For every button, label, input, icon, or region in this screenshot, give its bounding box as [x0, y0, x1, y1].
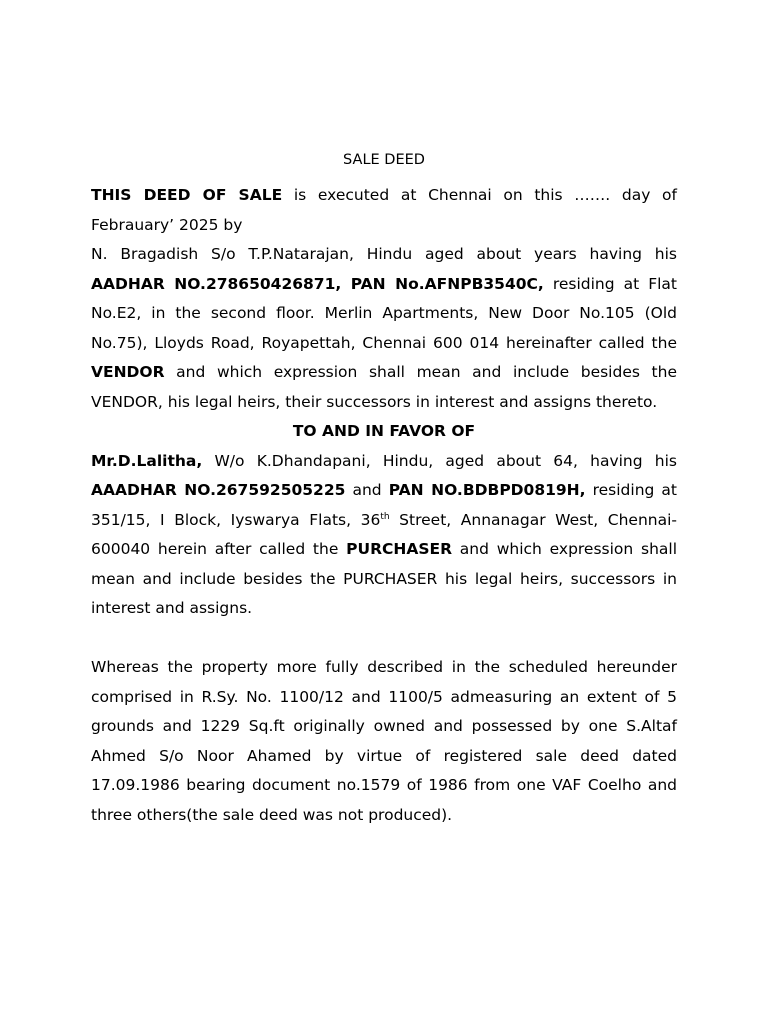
vendor-address-text: residing at Flat No.E2, in the second floor. Merlin Apartments, New Door No.105 (Old No.75), Lloyds Road, Royapettah, Chennai 600 014 hereinafter called the: [91, 274, 677, 352]
purchaser-address-text: residing at 351/15, I Block, Iyswarya Flats, 36: [91, 481, 677, 529]
paragraph-spacer: [91, 624, 677, 654]
ordinal-suffix: th: [380, 511, 390, 522]
vendor-label: VENDOR: [91, 363, 165, 381]
purchaser-address-text-cont: Street, Annanagar West, Chennai-600040 herein after called the: [91, 510, 677, 558]
purchaser-label: PURCHASER: [346, 540, 453, 558]
purchaser-definition-text: and which expression shall mean and include besides the PURCHASER his legal heirs, successors in interest and assigns.: [91, 540, 677, 617]
document-body: [91, 181, 677, 830]
vendor-intro-text: N. Bragadish S/o T.P.Natarajan, Hindu aged about years having his: [91, 245, 677, 263]
vendor-definition-text: and which expression shall mean and include besides the VENDOR, his legal heirs, their successors in interest and assigns thereto.: [91, 363, 677, 411]
deed-of-sale-label: THIS DEED OF SALE: [91, 186, 283, 204]
purchaser-pan: PAN NO.BDBPD0819H,: [388, 481, 586, 499]
paragraph-whereas: Whereas the property more fully described in the scheduled hereunder comprised in R.Sy. No. 1100/12 and 1100/5 admeasuring an extent of 5 grounds and 1229 Sq.ft originally owned and possessed by one S.Altaf Ahmed S/o Noor Ahamed by virtue of registered sale deed dated 17.09.1986 bearing document no.1579 of 1986 from one VAF Coelho and three others(the sale deed was not produced).: [91, 658, 677, 824]
deed-intro-text: is executed at Chennai on this ……. day of Febrauary’ 2025 by: [91, 186, 677, 234]
section-heading-favor: TO AND IN FAVOR OF: [292, 422, 476, 440]
vendor-id-numbers: AADHAR NO.278650426871, PAN No.AFNPB3540C,: [91, 274, 544, 293]
paragraph-purchaser: [91, 447, 677, 624]
purchaser-intro-text: W/o K.Dhandapani, Hindu, aged about 64, having his: [202, 451, 677, 470]
document-title: SALE DEED: [343, 152, 425, 168]
paragraph-deed-intro: [91, 181, 677, 240]
purchaser-aadhar: AAADHAR NO.267592505225: [91, 481, 346, 499]
purchaser-and-text: and: [345, 481, 389, 499]
purchaser-name: Mr.D.Lalitha,: [91, 451, 203, 470]
paragraph-vendor: [91, 240, 677, 417]
